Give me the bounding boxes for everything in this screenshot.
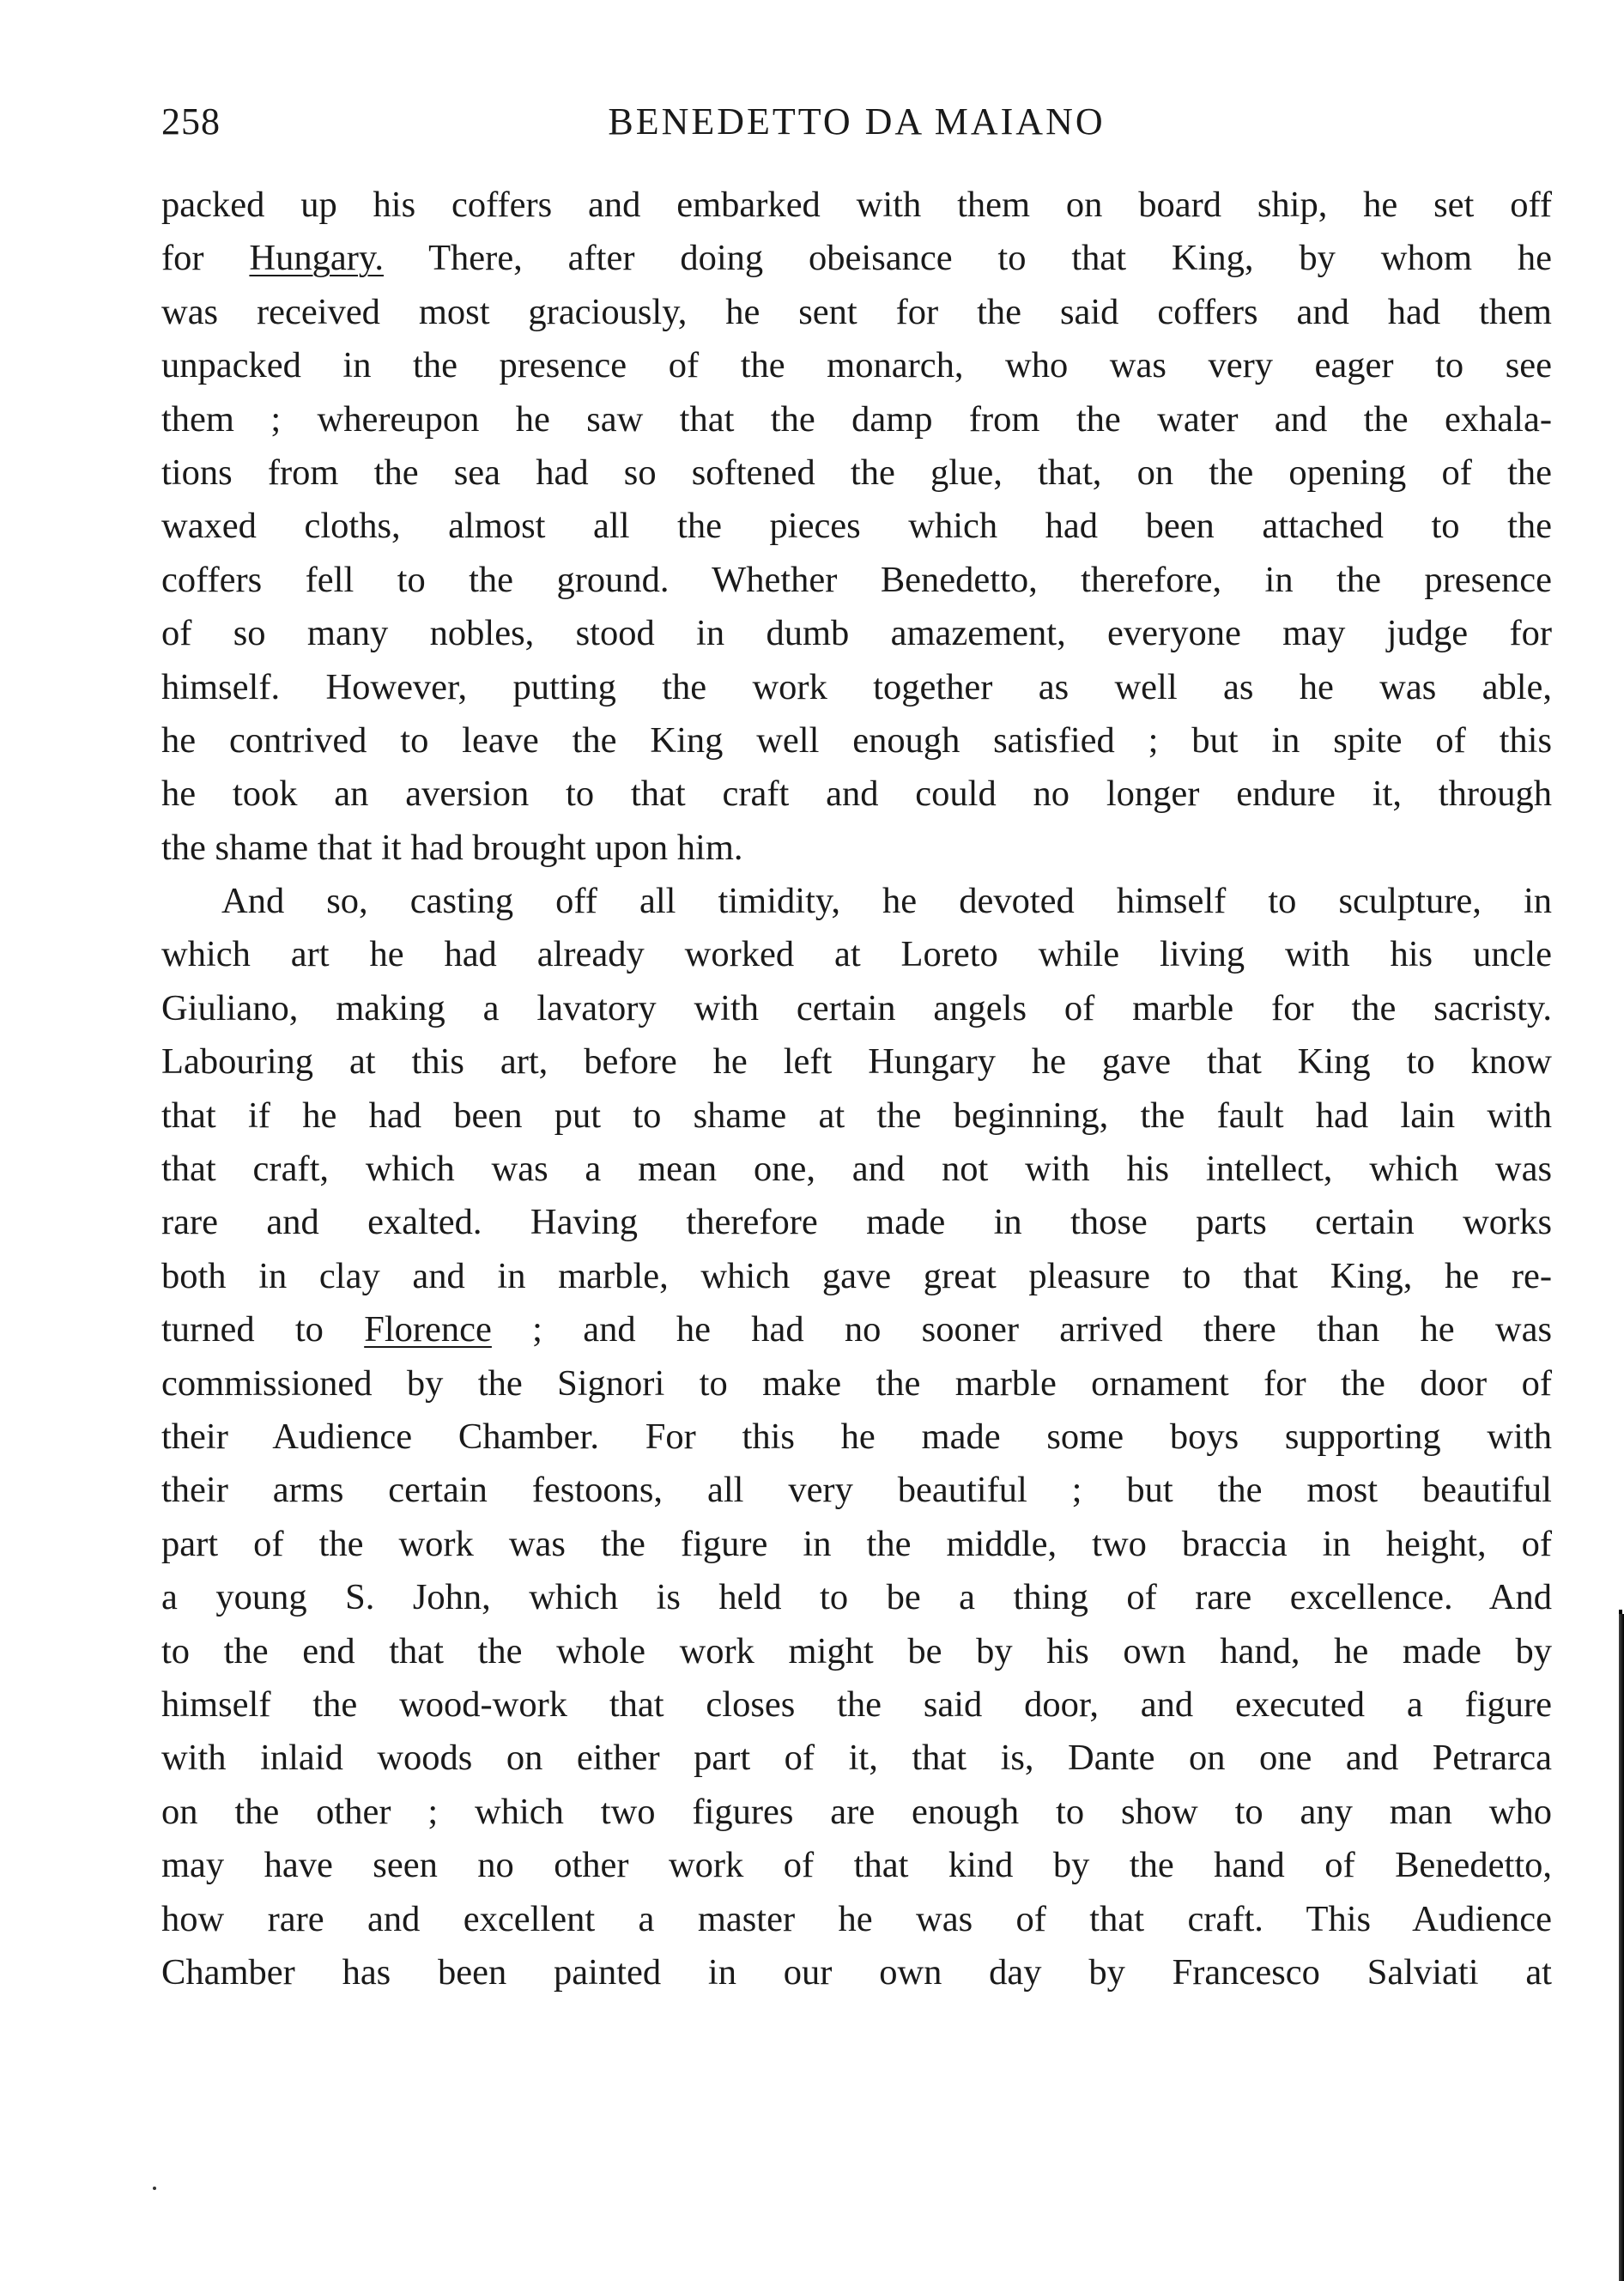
text-line: may have seen no other work of that kind by the hand of Benedetto, (161, 1845, 1552, 1886)
page-edge-shadow (1619, 1614, 1624, 2281)
text-line: himself. However, putting the work together as well as he was able, (161, 666, 1552, 707)
text-line: them ; whereupon he saw that the damp from the water and the exhala- (161, 398, 1552, 440)
text-line: both in clay and in marble, which gave great pleasure to that King, he re- (161, 1255, 1552, 1296)
text-line: rare and exalted. Having therefore made in those parts certain works (161, 1202, 1552, 1243)
text-line: unpacked in the presence of the monarch, who was very eager to see (161, 345, 1552, 386)
text-line: to the end that the whole work might be by his own hand, he made by (161, 1630, 1552, 1671)
running-header (161, 96, 1552, 148)
text-line: commissioned by the Signori to make the marble ornament for the door of (161, 1362, 1552, 1404)
page-number: 258 (161, 100, 221, 143)
text-line: their arms certain festoons, all very beautiful ; but the most beautiful (161, 1470, 1552, 1511)
text-line: part of the work was the figure in the middle, two braccia in height, of (161, 1523, 1552, 1564)
text-line: Giuliano, making a lavatory with certain angels of marble for the sacristy. (161, 987, 1552, 1028)
ink-speck (153, 2187, 156, 2190)
text-line: waxed cloths, almost all the pieces which had been attached to the (161, 506, 1552, 547)
text-line: coffers fell to the ground. Whether Benedetto, therefore, in the presence (161, 559, 1552, 600)
text-line-prefix: for (161, 238, 250, 279)
text-line-rest: There, after doing obeisance to that King, by whom he (384, 238, 1552, 279)
text-line-prefix: turned to (161, 1309, 365, 1350)
text-line: Labouring at this art, before he left Hungary he gave that King to know (161, 1041, 1552, 1083)
text-line: that if he had been put to shame at the beginning, the fault had lain with (161, 1095, 1552, 1136)
text-line: the shame that it had brought upon him. (161, 827, 743, 868)
text-line: was received most graciously, he sent for the said coffers and had them (161, 291, 1552, 332)
text-line: Chamber has been painted in our own day by Francesco Salviati at (161, 1951, 1552, 1993)
underlined-word-hungary: Hungary. (249, 238, 384, 279)
text-line: himself the wood-work that closes the said door, and executed a figure (161, 1683, 1552, 1725)
text-line: their Audience Chamber. For this he made some boys supporting with (161, 1416, 1552, 1457)
body-text (161, 179, 1552, 1999)
text-line: on the other ; which two figures are enough to show to any man who (161, 1791, 1552, 1832)
text-line: which art he had already worked at Loreto while living with his uncle (161, 934, 1552, 975)
text-line (161, 1303, 1552, 1356)
text-line: packed up his coffers and embarked with them on board ship, he set off (161, 185, 1552, 225)
text-line: how rare and excellent a master he was of that craft. This Audience (161, 1898, 1552, 1939)
text-line: that craft, which was a mean one, and not with his intellect, which was (161, 1149, 1552, 1190)
text-line: tions from the sea had so softened the glue, that, on the opening of the (161, 452, 1552, 493)
text-line: with inlaid woods on either part of it, that is, Dante on one and Petrarca (161, 1738, 1552, 1779)
text-line: of so many nobles, stood in dumb amazement, everyone may judge for (161, 613, 1552, 654)
paragraph-start-line: And so, casting off all timidity, he devoted himself to sculpture, in (221, 881, 1552, 922)
text-line: he took an aversion to that craft and could no longer endure it, through (161, 773, 1552, 815)
text-line-rest: ; and he had no sooner arrived there than he was (491, 1309, 1552, 1350)
text-line: he contrived to leave the King well enough satisfied ; but in spite of this (161, 719, 1552, 761)
running-title: BENEDETTO DA MAIANO (608, 100, 1106, 143)
text-line: a young S. John, which is held to be a thing of rare excellence. And (161, 1577, 1552, 1618)
underlined-word-florence: Florence (364, 1309, 492, 1350)
text-line (161, 232, 1552, 285)
